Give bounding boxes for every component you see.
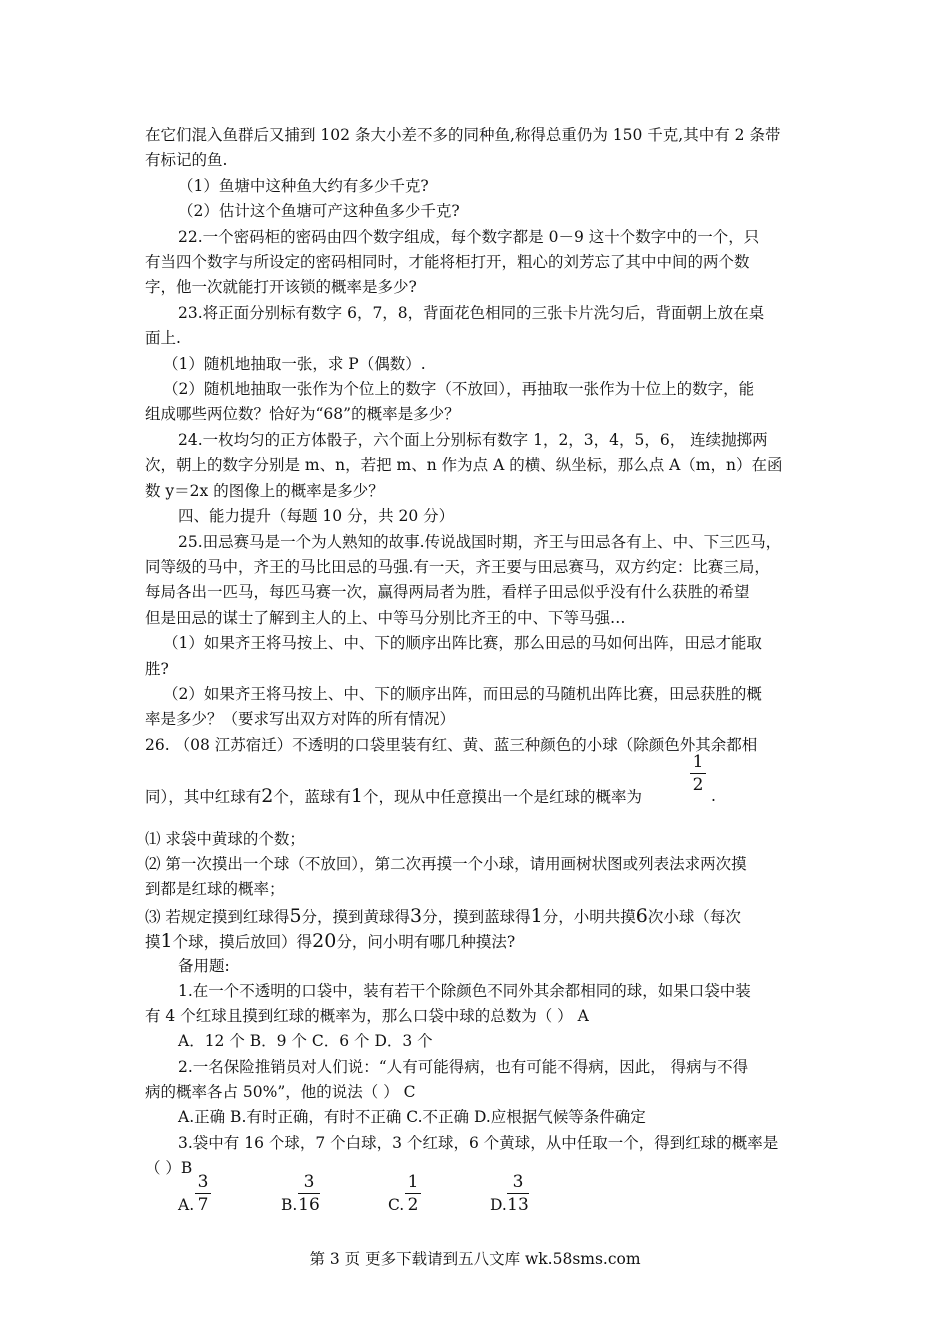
text-line: 每局各出一匹马，每匹马赛一次，赢得两局者为胜，看样子田忌似乎没有什么获胜的希望 — [145, 583, 750, 601]
text-line: 到都是红球的概率； — [145, 880, 285, 898]
extra-question-3: 3.袋中有 16 个球，7 个白球，3 个红球，6 个黄球，从中任取一个，得到红球的概率是 — [178, 1134, 779, 1152]
section-heading: 四、能力提升（每题 10 分，共 20 分） — [178, 507, 455, 525]
option-c-label: C. — [388, 1196, 405, 1214]
text-line: （1）如果齐王将马按上、中、下的顺序出阵比赛，那么田忌的马如何出阵，田忌才能取 — [163, 634, 762, 652]
text-line: 数 y＝2x 的图像上的概率是多少？ — [145, 482, 384, 500]
question-22: 22.一个密码柜的密码由四个数字组成，每个数字都是 0－9 这十个数字中的一个，只 — [178, 228, 760, 246]
option-d-fraction: 3 13 — [507, 1172, 529, 1215]
text-line: 有标记的鱼. — [145, 151, 228, 169]
text-line: A.正确 B.有时正确，有时不正确 C.不正确 D.应根据气候等条件确定 — [178, 1108, 646, 1126]
text-line: 摸1个球，摸后放回）得20分，问小明有哪几种摸法? — [145, 930, 516, 952]
text-line: 但是田忌的谋士了解到主人的上、中等马分别比齐王的中、下等马强… — [145, 609, 626, 627]
text-line: A．12 个 B．9 个 C．6 个 D．3 个 — [178, 1032, 433, 1050]
page-footer: 第 3 页 更多下载请到五八文库 wk.58sms.com — [309, 1250, 641, 1268]
text-line: 面上. — [145, 329, 181, 347]
text-line: 在它们混入鱼群后又捕到 102 条大小差不多的同种鱼,称得总重仍为 150 千克,其中有 2 条带 — [145, 126, 781, 144]
question-26: 26. （08 江苏宿迁）不透明的口袋里装有红、黄、蓝三种颜色的小球（除颜色外其余都相 — [145, 736, 758, 754]
option-a-label: A. — [178, 1196, 195, 1214]
question-23: 23.将正面分别标有数字 6，7，8，背面花色相同的三张卡片洗匀后，背面朝上放在桌 — [178, 304, 765, 322]
text-line: 字，他一次就能打开该锁的概率是多少? — [145, 278, 417, 296]
option-c-fraction: 1 2 — [405, 1172, 421, 1215]
section-heading: 备用题: — [178, 957, 230, 975]
option-b-label: B. — [281, 1196, 298, 1214]
fraction: 1 2 — [690, 752, 706, 795]
text-line: 组成哪些两位数？恰好为“68”的概率是多少？ — [145, 405, 460, 423]
text-line: ⑴ 求袋中黄球的个数； — [145, 830, 305, 848]
text-line: 率是多少？（要求写出双方对阵的所有情况） — [145, 710, 456, 728]
text-line: 有当四个数字与所设定的密码相同时，才能将柜打开，粗心的刘芳忘了其中中间的两个数 — [145, 253, 750, 271]
text-line: 病的概率各占 50%”，他的说法（ ） C — [145, 1083, 416, 1101]
question-24: 24.一枚均匀的正方体骰子，六个面上分别标有数字 1，2，3，4，5，6， 连续抛掷两 — [178, 431, 768, 449]
text-line: 有 4 个红球且摸到红球的概率为，那么口袋中球的总数为（ ） A — [145, 1007, 589, 1025]
text-line: （2）随机地抽取一张作为个位上的数字（不放回），再抽取一张作为十位上的数字，能 — [163, 380, 755, 398]
text-line: 同等级的马中，齐王的马比田忌的马强.有一天，齐王要与田忌赛马，双方约定：比赛三局， — [145, 558, 770, 576]
text-line: ⑵ 第一次摸出一个球（不放回），第二次再摸一个小球，请用画树状图或列表法求两次摸 — [145, 855, 747, 873]
text-line: （2）估计这个鱼塘可产这种鱼多少千克? — [178, 202, 460, 220]
text-line: ⑶ 若规定摸到红球得5分，摸到黄球得3分，摸到蓝球得1分，小明共摸6次小球（每次 — [145, 905, 741, 927]
option-b-fraction: 3 16 — [298, 1172, 320, 1215]
text-line: （ ）B — [145, 1159, 193, 1177]
extra-question-1: 1.在一个不透明的口袋中，装有若干个除颜色不同外其余都相同的球，如果口袋中装 — [178, 982, 751, 1000]
text-line: （2）如果齐王将马按上、中、下的顺序出阵，而田忌的马随机出阵比赛，田忌获胜的概 — [163, 685, 762, 703]
text-line: 次，朝上的数字分别是 m、n，若把 m、n 作为点 A 的横、纵坐标，那么点 A（m，n）在函 — [145, 456, 783, 474]
text-line: （1）鱼塘中这种鱼大约有多少千克? — [178, 177, 429, 195]
question-25: 25.田忌赛马是一个为人熟知的故事.传说战国时期，齐王与田忌各有上、中、下三匹马， — [178, 533, 782, 551]
option-a-fraction: 3 7 — [195, 1172, 211, 1215]
text-line: 胜? — [145, 660, 169, 678]
text-line: . — [711, 787, 716, 805]
text-line: （1）随机地抽取一张，求 P（偶数）. — [163, 355, 426, 373]
text-line: 同），其中红球有2个，蓝球有1个，现从中任意摸出一个是红球的概率为 — [145, 785, 642, 807]
extra-question-2: 2.一名保险推销员对人们说：“人有可能得病，也有可能不得病，因此， 得病与不得 — [178, 1058, 749, 1076]
option-d-label: D. — [490, 1196, 507, 1214]
